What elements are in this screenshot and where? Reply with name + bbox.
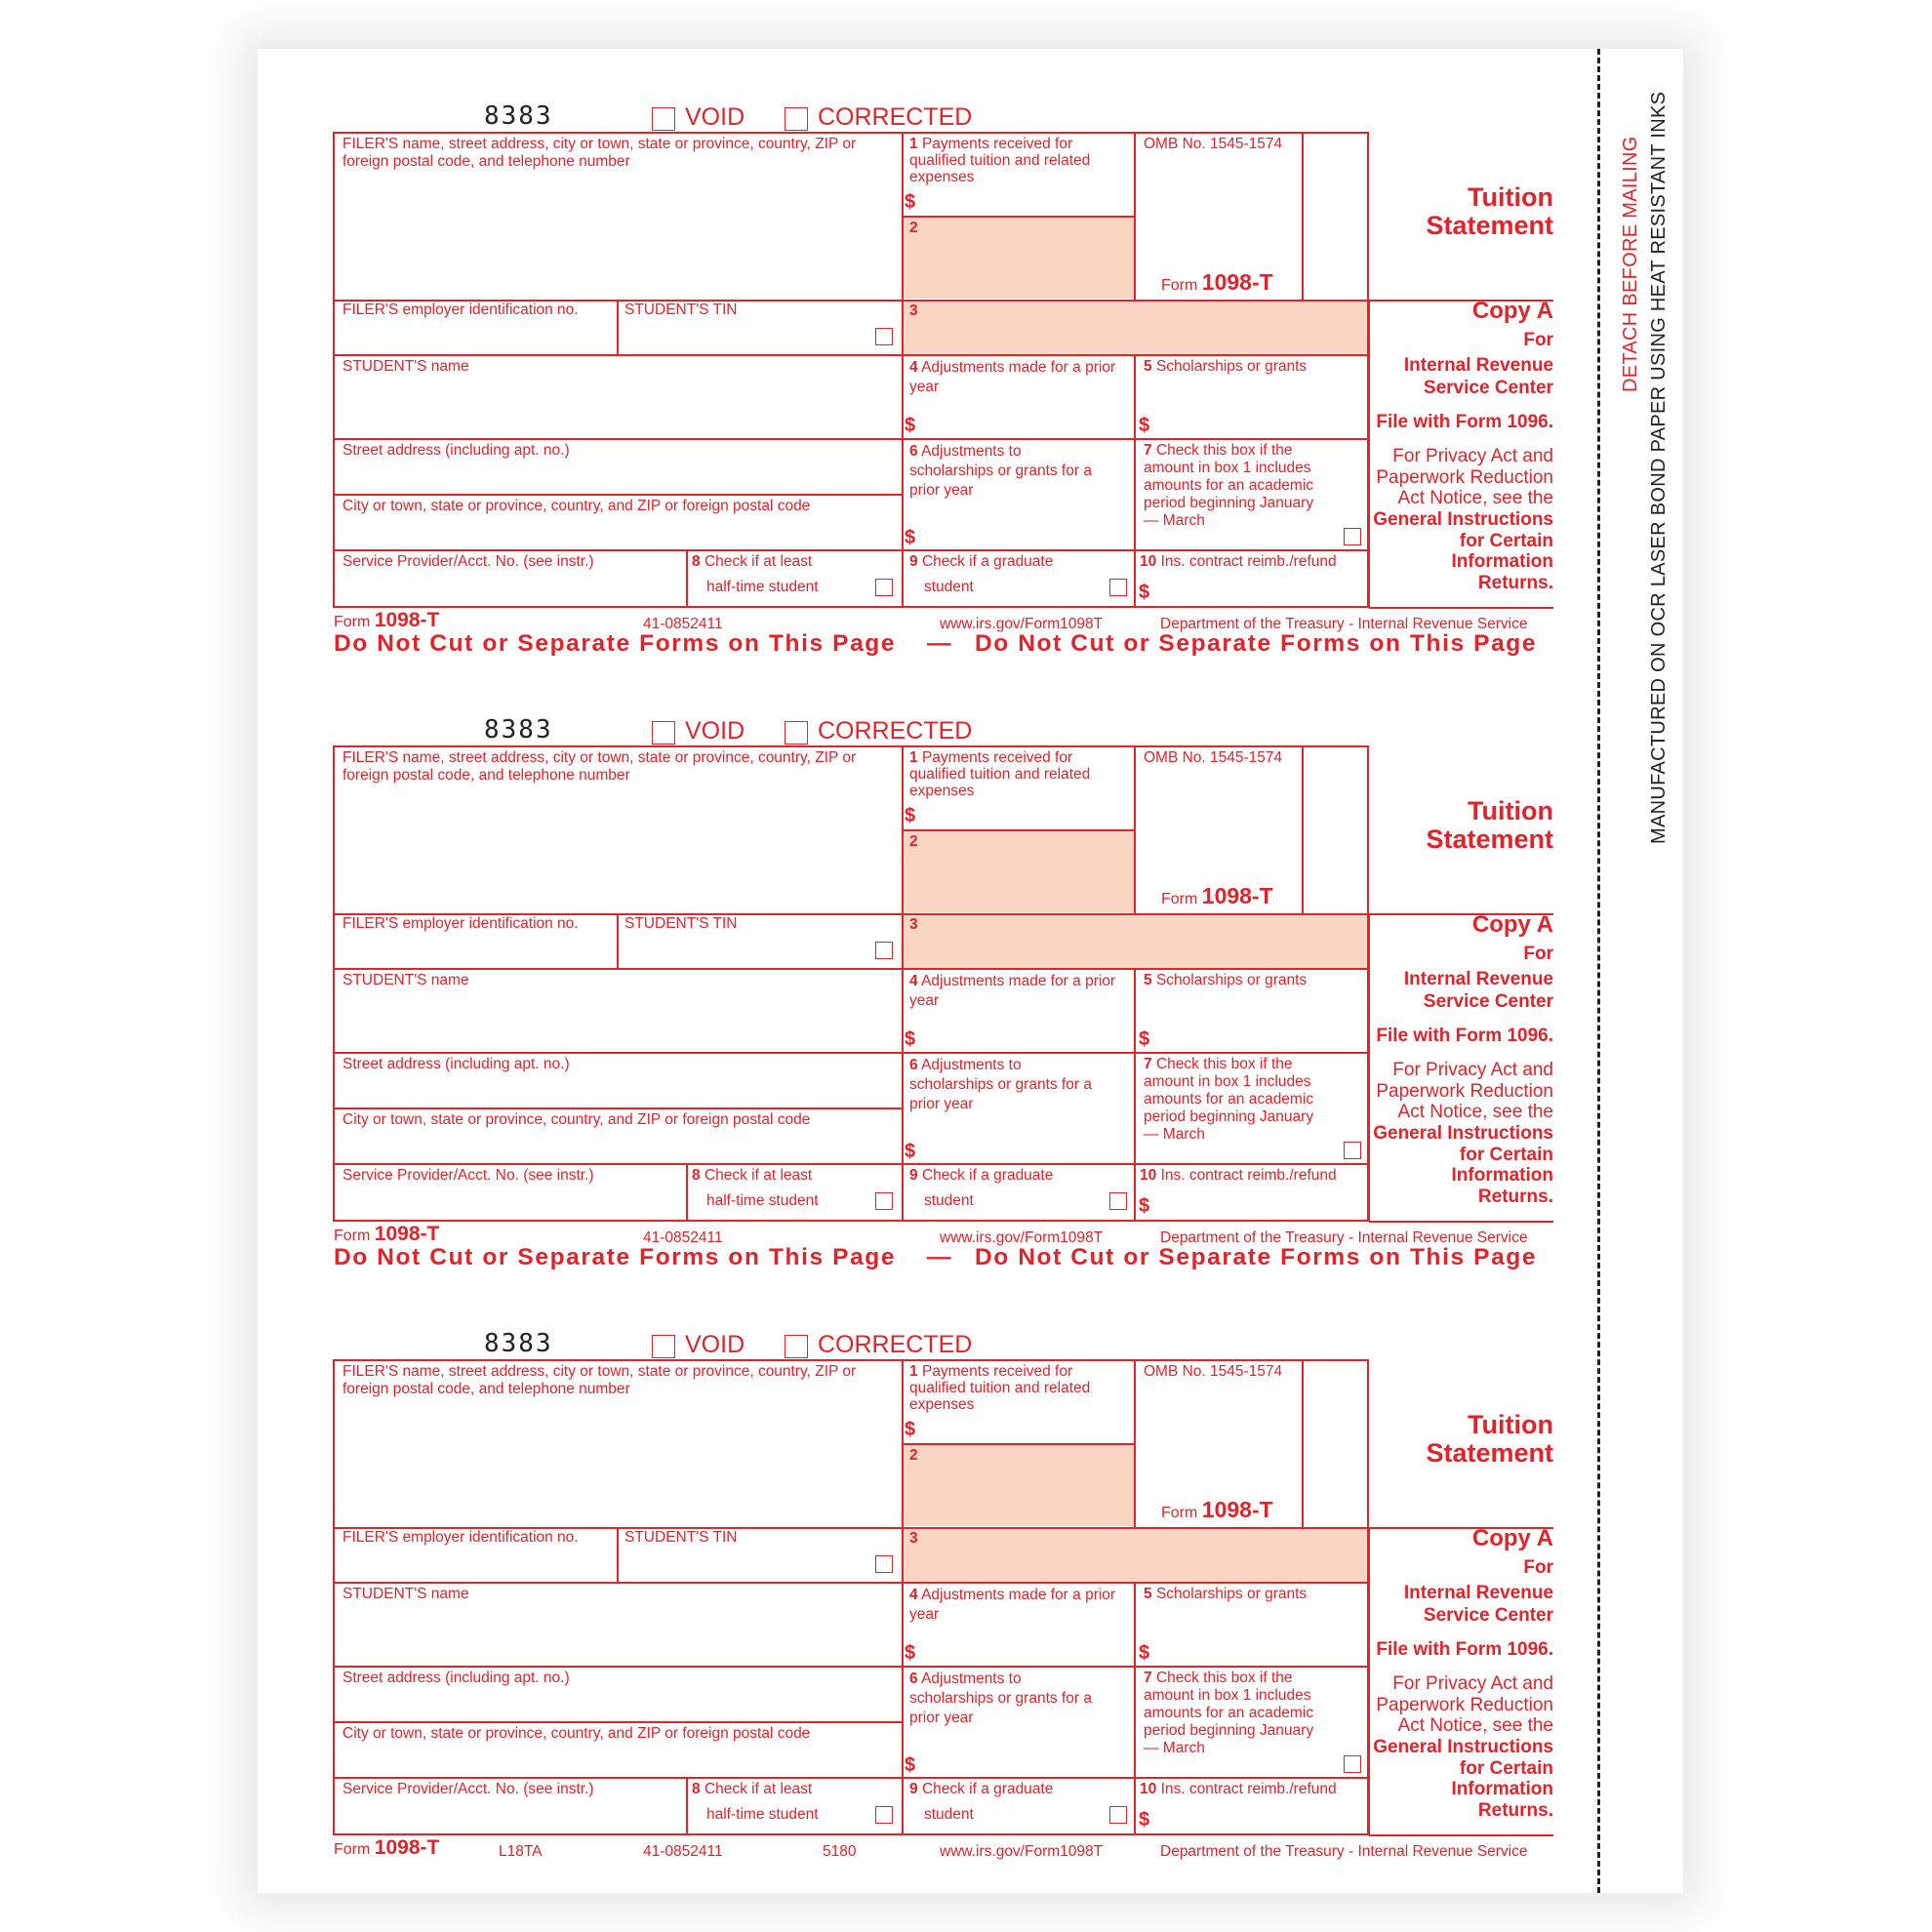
box6-label: 6 Adjustments to scholarships or grants for a prior year: [909, 1670, 1092, 1726]
corrected-label: CORRECTED: [818, 717, 973, 745]
box1-dollar: $: [905, 1419, 916, 1440]
footer-department: Department of the Treasury - Internal Revenue Service: [1160, 1229, 1528, 1246]
box6-label: 6 Adjustments to scholarships or grants for a prior year: [909, 443, 1092, 499]
student-tin-label: STUDENT'S TIN: [624, 302, 738, 318]
tin-divider: [617, 1528, 619, 1583]
footer-catalog-number: 41-0852411: [643, 616, 723, 632]
box5-dollar: $: [1139, 415, 1150, 436]
box7-label: 7 Check this box if the amount in box 1 includes amounts for an academic period beginning January— March: [1144, 442, 1314, 529]
row-rule-city: [333, 1721, 903, 1723]
footer-catalog-number: 41-0852411: [643, 1843, 723, 1860]
manufactured-notice: MANUFACTURED ON OCR LASER BOND PAPER USING HEAT RESISTANT INKS: [1648, 91, 1670, 844]
student-name-label: STUDENT'S name: [342, 358, 469, 375]
tin-checkbox[interactable]: [875, 328, 893, 345]
box1-dollar: $: [905, 805, 916, 826]
box2-number: 2: [909, 220, 918, 236]
box7-label: 7 Check this box if the amount in box 1 includes amounts for an academic period beginning January— March: [1144, 1670, 1314, 1756]
filer-ein-label: FILER'S employer identification no.: [342, 915, 579, 932]
row-rule-street: [333, 1052, 1369, 1054]
box2-number: 2: [909, 833, 918, 850]
copy-a-notice: Copy A For Internal Revenue Service Center File with Form 1096. For Privacy Act and Paperwork Reduction Act Notice, see the General Instructions for Certain Information Returns.: [1373, 298, 1553, 593]
row-rule-name: [333, 968, 1369, 970]
void-label: VOID: [685, 103, 745, 131]
right-column-divider: [1134, 1583, 1136, 1835]
street-address-label: Street address (including apt. no.): [342, 1670, 570, 1686]
student-tin-label: STUDENT'S TIN: [624, 915, 738, 932]
box6-dollar: $: [905, 1754, 916, 1776]
box9-label: 9 Check if a graduate: [909, 1167, 1054, 1184]
footer-url: www.irs.gov/Form1098T: [940, 616, 1104, 632]
student-name-label: STUDENT'S name: [342, 1586, 469, 1602]
tin-checkbox[interactable]: [875, 942, 893, 959]
box5-label: 5 Scholarships or grants: [1144, 1586, 1308, 1602]
tin-divider: [617, 914, 619, 969]
box7-checkbox[interactable]: [1344, 1142, 1361, 1159]
service-provider-label: Service Provider/Acct. No. (see instr.): [342, 553, 594, 570]
box1-bottom-rule: [903, 829, 1135, 831]
box3-number: 3: [909, 916, 918, 933]
column-divider: [902, 132, 904, 608]
control-number: 8383: [484, 101, 553, 131]
footer-form-number: Form 1098-T: [334, 1836, 440, 1859]
box10-label: 10 Ins. contract reimb./refund: [1140, 1781, 1337, 1797]
corrected-label: CORRECTED: [818, 103, 973, 131]
box4-label: 4 Adjustments made for a prior year: [909, 973, 1116, 1009]
footer-form-number: Form 1098-T: [334, 1223, 440, 1245]
form-title: Tuition Statement: [1426, 796, 1553, 854]
control-number: 8383: [484, 1329, 553, 1358]
copy-a-notice: Copy A For Internal Revenue Service Center File with Form 1096. For Privacy Act and Paperwork Reduction Act Notice, see the General Instructions for Certain Information Returns.: [1373, 1525, 1553, 1821]
half-time-checkbox[interactable]: [875, 1192, 893, 1210]
box10-label: 10 Ins. contract reimb./refund: [1140, 553, 1337, 570]
filer-name-label: FILER'S name, street address, city or town, state or province, country, ZIP or foreign postal code, and telephone number: [342, 136, 857, 170]
warning-dash: —: [927, 1244, 953, 1270]
omb-number: OMB No. 1545-1574: [1144, 136, 1283, 152]
box1-label: 1 Payments received for qualified tuition and related expenses: [909, 1363, 1091, 1413]
half-time-checkbox[interactable]: [875, 1806, 893, 1824]
row-rule-service: [333, 1777, 1369, 1779]
box10-dollar: $: [1139, 582, 1150, 603]
box9-label: 9 Check if a graduate: [909, 553, 1054, 570]
city-label: City or town, state or province, country, and ZIP or foreign postal code: [342, 498, 811, 514]
row-rule-name: [333, 354, 1369, 356]
void-label: VOID: [685, 1331, 745, 1358]
footer-code-mid: 5180: [823, 1843, 857, 1860]
omb-right-border: [1302, 1359, 1304, 1528]
box10-dollar: $: [1139, 1809, 1150, 1831]
form-title: Tuition Statement: [1426, 182, 1553, 240]
box5-dollar: $: [1139, 1642, 1150, 1664]
student-name-label: STUDENT'S name: [342, 972, 469, 988]
right-column-divider: [1134, 355, 1136, 608]
box1-label: 1 Payments received for qualified tuition and related expenses: [909, 749, 1091, 799]
street-address-label: Street address (including apt. no.): [342, 442, 570, 459]
box5-label: 5 Scholarships or grants: [1144, 972, 1308, 988]
corrected-label: CORRECTED: [818, 1331, 973, 1358]
do-not-cut-warning: Do Not Cut or Separate Forms on This Page: [334, 1244, 897, 1270]
box9-label-line2: student: [924, 1192, 974, 1209]
box4-label: 4 Adjustments made for a prior year: [909, 359, 1116, 395]
box4-label: 4 Adjustments made for a prior year: [909, 1587, 1116, 1623]
form-1098t-copy-3: [0, 1228, 1932, 1860]
filer-ein-label: FILER'S employer identification no.: [342, 1529, 579, 1546]
form-title: Tuition Statement: [1426, 1410, 1553, 1468]
omb-number: OMB No. 1545-1574: [1144, 749, 1283, 766]
city-label: City or town, state or province, country, and ZIP or foreign postal code: [342, 1725, 811, 1742]
box2-number: 2: [909, 1447, 918, 1464]
graduate-checkbox[interactable]: [1109, 579, 1127, 596]
footer-code-left: L18TA: [499, 1843, 543, 1860]
box7-checkbox[interactable]: [1344, 528, 1361, 545]
box1-bottom-rule: [903, 216, 1135, 218]
form-number-box: Form 1098-T: [1161, 269, 1273, 295]
tin-divider: [617, 301, 619, 355]
corrected-checkbox[interactable]: [785, 1335, 808, 1358]
box9-label-line2: student: [924, 579, 974, 595]
do-not-cut-warning: Do Not Cut or Separate Forms on This Page: [975, 1244, 1538, 1270]
omb-number: OMB No. 1545-1574: [1144, 1363, 1283, 1380]
void-checkbox[interactable]: [652, 721, 675, 745]
service-provider-label: Service Provider/Acct. No. (see instr.): [342, 1781, 594, 1797]
row-rule-name: [333, 1582, 1369, 1584]
row-rule-city: [333, 494, 903, 496]
footer-form-number: Form 1098-T: [334, 609, 440, 631]
box5-dollar: $: [1139, 1028, 1150, 1050]
form-number-box: Form 1098-T: [1161, 1497, 1273, 1522]
half-time-checkbox[interactable]: [875, 579, 893, 596]
footer-department: Department of the Treasury - Internal Revenue Service: [1160, 1843, 1528, 1860]
do-not-cut-warning: Do Not Cut or Separate Forms on This Page: [975, 630, 1538, 657]
row-rule-service: [333, 1163, 1369, 1165]
footer-catalog-number: 41-0852411: [643, 1229, 723, 1246]
omb-right-border: [1302, 132, 1304, 301]
void-checkbox[interactable]: [652, 107, 675, 131]
detach-notice: DETACH BEFORE MAILING: [1620, 136, 1641, 392]
service-provider-label: Service Provider/Acct. No. (see instr.): [342, 1167, 594, 1184]
column-divider: [902, 1359, 904, 1835]
box8-divider: [686, 1164, 688, 1222]
right-column-divider: [1134, 969, 1136, 1222]
box8-label-line2: half-time student: [706, 1192, 819, 1209]
box1-label: 1 Payments received for qualified tuition and related expenses: [909, 136, 1091, 185]
footer-department: Department of the Treasury - Internal Revenue Service: [1160, 616, 1528, 632]
street-address-label: Street address (including apt. no.): [342, 1056, 570, 1072]
graduate-checkbox[interactable]: [1109, 1192, 1127, 1210]
student-tin-label: STUDENT'S TIN: [624, 1529, 738, 1546]
box9-label: 9 Check if a graduate: [909, 1781, 1054, 1797]
warning-dash: —: [927, 630, 953, 657]
box6-dollar: $: [905, 1141, 916, 1162]
form-1098t-copy-1: [0, 0, 1932, 657]
box8-label-line2: half-time student: [706, 579, 819, 595]
filer-ein-label: FILER'S employer identification no.: [342, 302, 579, 318]
column-divider: [902, 745, 904, 1222]
city-label: City or town, state or province, country, and ZIP or foreign postal code: [342, 1111, 811, 1128]
footer-url: www.irs.gov/Form1098T: [940, 1229, 1104, 1246]
box4-dollar: $: [905, 1028, 916, 1050]
do-not-cut-warning: Do Not Cut or Separate Forms on This Page: [334, 630, 897, 657]
box4-dollar: $: [905, 1642, 916, 1664]
box7-checkbox[interactable]: [1344, 1755, 1361, 1773]
row-rule-street: [333, 438, 1369, 440]
box9-label-line2: student: [924, 1806, 974, 1823]
box7-label: 7 Check this box if the amount in box 1 includes amounts for an academic period beginning January— March: [1144, 1056, 1314, 1143]
copy-a-notice: Copy A For Internal Revenue Service Center File with Form 1096. For Privacy Act and Paperwork Reduction Act Notice, see the General Instructions for Certain Information Returns.: [1373, 911, 1553, 1207]
box3-number: 3: [909, 302, 918, 319]
corrected-checkbox[interactable]: [785, 107, 808, 131]
form-1098t-copy-2: [0, 614, 1932, 1270]
corrected-checkbox[interactable]: [785, 721, 808, 745]
box1-bottom-rule: [903, 1443, 1135, 1445]
row-rule-service: [333, 549, 1369, 551]
omb-right-border: [1302, 745, 1304, 914]
filer-name-label: FILER'S name, street address, city or town, state or province, country, ZIP or foreign postal code, and telephone number: [342, 1363, 857, 1397]
void-label: VOID: [685, 717, 745, 745]
row-rule-city: [333, 1107, 903, 1109]
box8-label: 8 Check if at least: [692, 1781, 813, 1797]
footer-url: www.irs.gov/Form1098T: [940, 1843, 1104, 1860]
row-rule-street: [333, 1666, 1369, 1668]
box10-label: 10 Ins. contract reimb./refund: [1140, 1167, 1337, 1184]
box5-label: 5 Scholarships or grants: [1144, 358, 1308, 375]
box8-label-line2: half-time student: [706, 1806, 819, 1823]
graduate-checkbox[interactable]: [1109, 1806, 1127, 1824]
box8-label: 8 Check if at least: [692, 1167, 813, 1184]
box6-dollar: $: [905, 527, 916, 548]
filer-name-label: FILER'S name, street address, city or town, state or province, country, ZIP or foreign postal code, and telephone number: [342, 749, 857, 784]
box4-dollar: $: [905, 415, 916, 436]
box3-number: 3: [909, 1530, 918, 1547]
control-number: 8383: [484, 715, 553, 745]
box8-divider: [686, 550, 688, 608]
box1-dollar: $: [905, 191, 916, 213]
tin-checkbox[interactable]: [875, 1555, 893, 1573]
void-checkbox[interactable]: [652, 1335, 675, 1358]
box10-dollar: $: [1139, 1195, 1150, 1217]
box6-label: 6 Adjustments to scholarships or grants for a prior year: [909, 1057, 1092, 1112]
form-number-box: Form 1098-T: [1161, 883, 1273, 908]
box8-divider: [686, 1778, 688, 1835]
box8-label: 8 Check if at least: [692, 553, 813, 570]
